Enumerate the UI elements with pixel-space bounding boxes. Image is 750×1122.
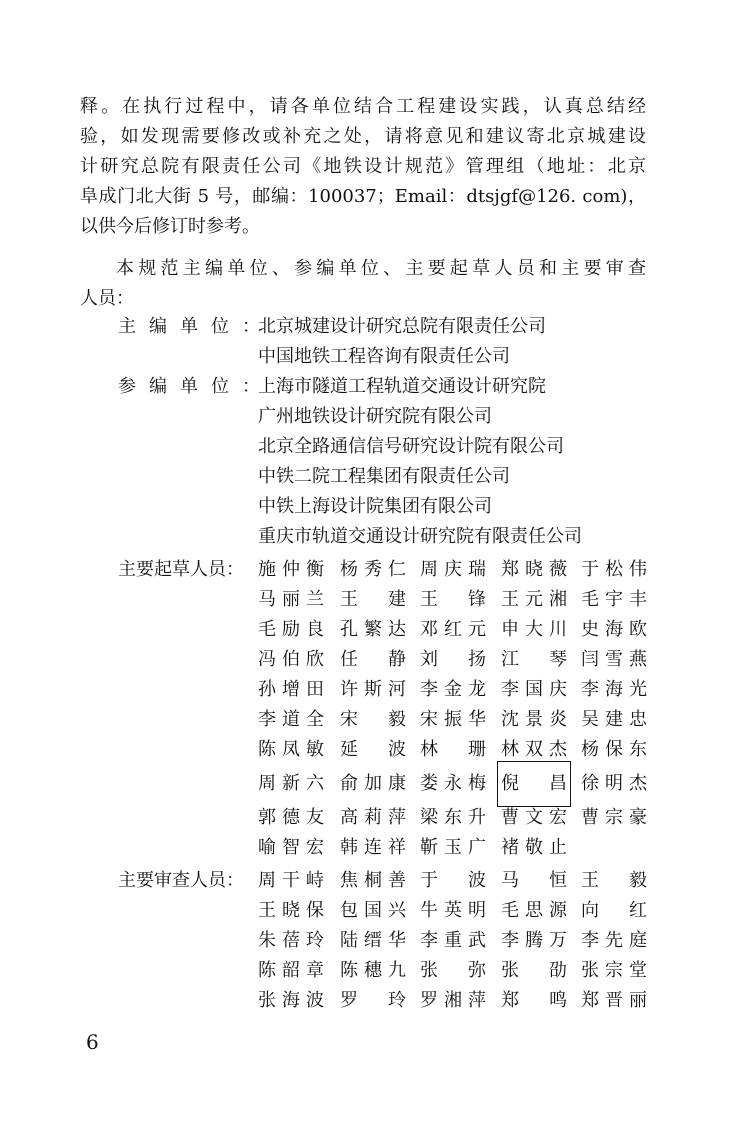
drafter-name: 施仲衡	[258, 559, 324, 580]
participating-section	[118, 372, 658, 552]
reviewer-name: 郑 鸣	[501, 990, 567, 1011]
reviewer-name: 陈穗九	[340, 960, 406, 981]
drafter-name: 陈凤敏	[258, 739, 324, 760]
drafter-name: 褚敬止	[501, 837, 567, 858]
drafter-name: 郭德友	[258, 807, 324, 828]
participating-unit: 重庆市轨道交通设计研究院有限责任公司	[258, 526, 582, 547]
participating-unit: 上海市隧道工程轨道交通设计研究院	[258, 376, 546, 397]
intro-line: 验，如发现需要修改或补充之处，请将意见和建议寄北京城建设	[80, 126, 646, 147]
reviewer-name: 张海波	[258, 990, 324, 1011]
drafter-name: 李国庆	[501, 679, 567, 700]
drafter-name: 李道全	[258, 709, 324, 730]
drafter-name: 曹文宏	[501, 807, 567, 828]
drafter-name: 江 琴	[501, 649, 567, 670]
drafter-name: 林 珊	[420, 739, 486, 760]
drafter-name: 杨秀仁	[340, 559, 406, 580]
drafter-name: 高莉萍	[340, 807, 406, 828]
drafter-name: 俞加康	[340, 773, 406, 794]
participating-unit: 广州地铁设计研究院有限公司	[258, 406, 492, 427]
reviewer-name: 李腾万	[501, 930, 567, 951]
drafters-label: 主要起草人员：	[118, 559, 244, 580]
drafter-name: 王 锋	[420, 589, 486, 610]
reviewer-name: 于 波	[420, 870, 486, 891]
drafter-name: 郑晓薇	[501, 559, 567, 580]
staff-intro-paragraph	[80, 254, 646, 314]
drafter-name: 孙增田	[258, 679, 324, 700]
drafter-name-boxed: 倪 昌	[501, 765, 567, 803]
drafter-name: 于松伟	[581, 559, 647, 580]
participating-label: 参编单位：	[118, 376, 273, 397]
reviewer-name: 周干峙	[258, 870, 324, 891]
chief-editor-section	[118, 312, 658, 372]
reviewer-name: 陈韶章	[258, 960, 324, 981]
drafter-name: 延 波	[340, 739, 406, 760]
reviewer-name: 张 劭	[501, 960, 567, 981]
drafter-name: 闫雪燕	[581, 649, 647, 670]
intro-line: 阜成门北大街 5 号，邮编：100037；Email：dtsjgf@126. com)，	[80, 186, 646, 207]
reviewer-name: 向 红	[581, 900, 647, 921]
participating-unit: 北京全路通信信号研究设计院有限公司	[258, 436, 564, 457]
drafter-name: 曹宗豪	[581, 807, 647, 828]
drafter-name: 李金龙	[420, 679, 486, 700]
reviewers-label: 主要审查人员：	[118, 870, 244, 891]
drafter-name: 史海欧	[581, 619, 647, 640]
reviewer-name: 朱蓓玲	[258, 930, 324, 951]
drafter-name: 王元湘	[501, 589, 567, 610]
reviewer-name: 张宗堂	[581, 960, 647, 981]
drafter-name: 娄永梅	[420, 773, 486, 794]
drafter-name: 邓红元	[420, 619, 486, 640]
reviewer-name: 马 恒	[501, 870, 567, 891]
drafter-name: 李海光	[581, 679, 647, 700]
participating-unit: 中铁二院工程集团有限责任公司	[258, 466, 510, 487]
chief-editor-unit: 北京城建设计研究总院有限责任公司	[258, 316, 546, 337]
drafter-name: 沈景炎	[501, 709, 567, 730]
reviewer-name: 牛英明	[420, 900, 486, 921]
drafter-name: 周庆瑞	[420, 559, 486, 580]
drafter-name: 马丽兰	[258, 589, 324, 610]
drafter-name: 梁东升	[420, 807, 486, 828]
reviewer-name: 罗湘萍	[420, 990, 486, 1011]
drafter-name: 杨保东	[581, 739, 647, 760]
staff-intro-line: 本规范主编单位、参编单位、主要起草人员和主要审查	[116, 258, 646, 279]
drafter-name: 毛宇丰	[581, 589, 647, 610]
participating-unit: 中铁上海设计院集团有限公司	[258, 496, 492, 517]
reviewer-name: 李先庭	[581, 930, 647, 951]
drafter-name: 任 静	[340, 649, 406, 670]
reviewer-name: 王 毅	[581, 870, 647, 891]
drafter-name: 林双杰	[501, 739, 567, 760]
intro-paragraph	[80, 92, 646, 242]
page-number: 6	[86, 1030, 99, 1054]
reviewer-name: 毛思源	[501, 900, 567, 921]
reviewer-name: 罗 玲	[340, 990, 406, 1011]
drafter-name: 吴建忠	[581, 709, 647, 730]
reviewer-name: 焦桐善	[340, 870, 406, 891]
chief-editor-label: 主编单位：	[118, 316, 273, 337]
drafter-name: 靳玉广	[420, 837, 486, 858]
reviewer-name: 李重武	[420, 930, 486, 951]
reviewer-name: 陆缙华	[340, 930, 406, 951]
drafter-name: 刘 扬	[420, 649, 486, 670]
intro-line: 计研究总院有限责任公司《地铁设计规范》管理组（地址：北京	[80, 156, 646, 177]
drafter-name: 韩连祥	[340, 837, 406, 858]
drafter-name: 申大川	[501, 619, 567, 640]
intro-line: 以供今后修订时参考。	[80, 216, 260, 237]
drafter-name: 宋振华	[420, 709, 486, 730]
drafters-section	[118, 555, 658, 863]
drafter-name: 王 建	[340, 589, 406, 610]
reviewer-name: 包国兴	[340, 900, 406, 921]
drafter-name: 周新六	[258, 773, 324, 794]
reviewer-name: 郑晋丽	[581, 990, 647, 1011]
drafter-name: 毛励良	[258, 619, 324, 640]
drafter-name: 孔繁达	[340, 619, 406, 640]
drafter-name: 许斯河	[340, 679, 406, 700]
reviewer-name: 张 弥	[420, 960, 486, 981]
drafter-name: 徐明杰	[581, 773, 647, 794]
drafter-name: 喻智宏	[258, 837, 324, 858]
intro-line: 释。在执行过程中，请各单位结合工程建设实践，认真总结经	[80, 96, 646, 117]
reviewer-name: 王晓保	[258, 900, 324, 921]
drafter-name: 宋 毅	[340, 709, 406, 730]
chief-editor-unit: 中国地铁工程咨询有限责任公司	[258, 346, 510, 367]
staff-intro-line: 人员：	[80, 288, 134, 309]
reviewers-section	[118, 866, 658, 1016]
drafter-name: 冯伯欣	[258, 649, 324, 670]
